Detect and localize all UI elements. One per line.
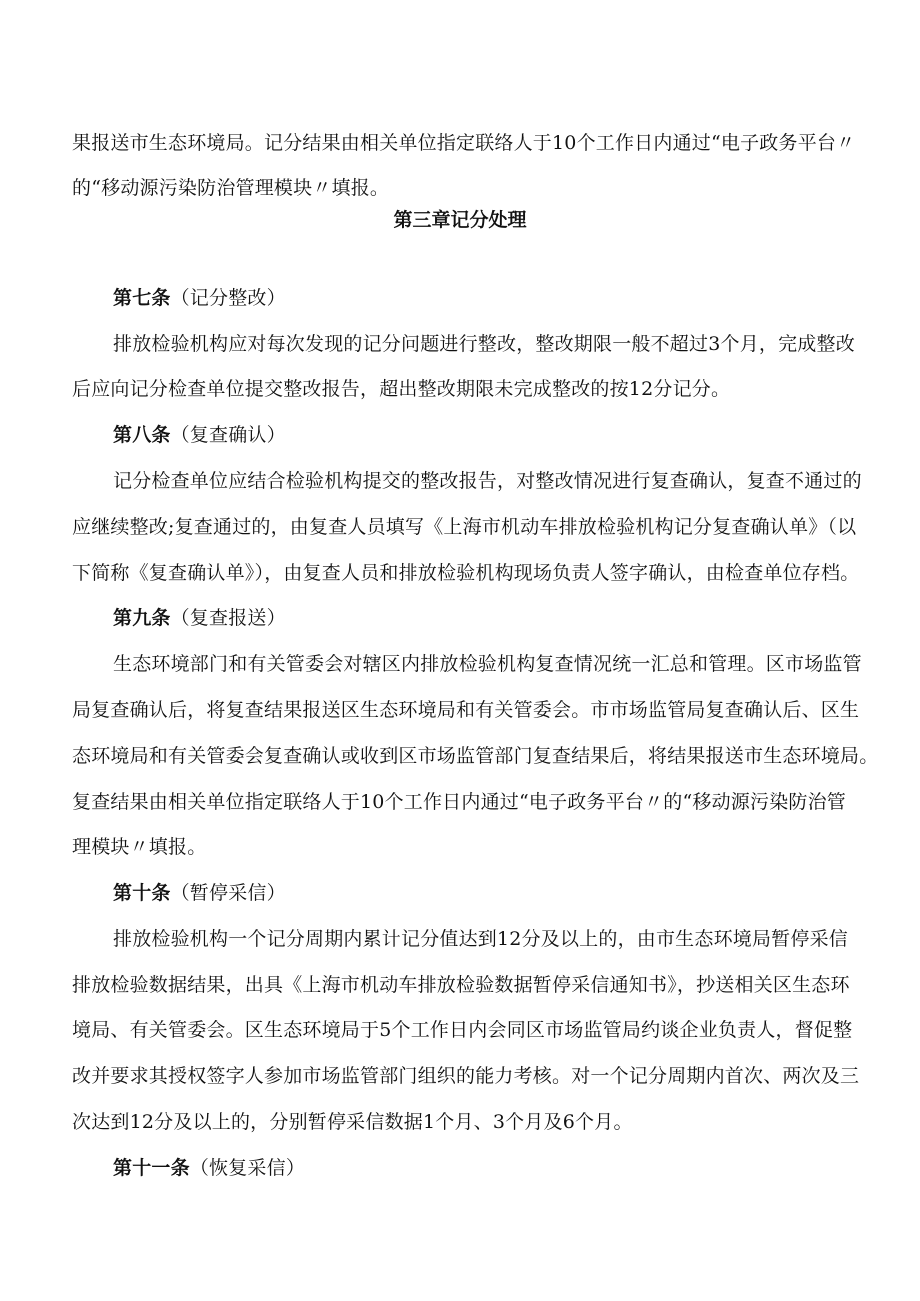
article-11-subtitle: （恢复采信）: [189, 1157, 306, 1179]
article-11-title: 第十一条: [113, 1157, 190, 1179]
article-9-heading: [113, 606, 286, 630]
continuation-line-2: 的“移动源污染防治管理模块〃填报。: [72, 177, 390, 199]
chapter-title: 第三章记分处理: [393, 209, 527, 231]
article-8-subtitle: （复查确认）: [170, 424, 286, 446]
article-9-line-2: 局复查确认后，将复查结果报送区生态环境局和有关管委会。市市场监管局复查确认后、区生: [72, 699, 860, 721]
article-9-line-1: 生态环境部门和有关管委会对辖区内排放检验机构复查情况统一汇总和管理。区市场监管: [113, 653, 862, 675]
article-7-line-2: 后应向记分检查单位提交整改报告，超出整改期限未完成整改的按12分记分。: [72, 378, 731, 400]
article-7-line-1: 排放检验机构应对每次发现的记分问题进行整改，整改期限一般不超过3个月，完成整改: [113, 333, 855, 355]
article-10-line-5: 次达到12分及以上的，分别暂停采信数据1个月、3个月及6个月。: [72, 1111, 633, 1133]
article-8-heading: [113, 423, 286, 447]
article-10-line-3: 境局、有关管委会。区生态环境局于5个工作日内会同区市场监管局约谈企业负责人，督促整: [72, 1019, 853, 1041]
article-10-heading: [113, 881, 286, 905]
article-9-subtitle: （复查报送）: [170, 607, 286, 629]
article-11-heading: [113, 1156, 305, 1180]
article-9-line-3: 态环境局和有关管委会复查确认或收到区市场监管部门复查结果后，将结果报送市生态环境局。: [72, 745, 879, 767]
article-10-line-4: 改并要求其授权签字人参加市场监管部门组织的能力考核。对一个记分周期内首次、两次及三: [72, 1065, 860, 1087]
article-7-heading: [113, 286, 286, 310]
article-9-line-4: 复查结果由相关单位指定联络人于10个工作日内通过“电子政务平台〃的“移动源污染防治管: [72, 791, 847, 813]
article-7-title: 第七条: [113, 287, 171, 309]
article-10-subtitle: （暂停采信）: [170, 882, 286, 904]
article-10-title: 第十条: [113, 882, 171, 904]
article-8-line-2: 应继续整改;复查通过的，由复查人员填写《上海市机动车排放检验机构记分复查确认单》（以: [72, 516, 857, 538]
article-10-line-1: 排放检验机构一个记分周期内累计记分值达到12分及以上的，由市生态环境局暂停采信: [113, 928, 848, 950]
article-9-line-5: 理模块〃填报。: [72, 836, 207, 858]
continuation-line-1: 果报送市生态环境局。记分结果由相关单位指定联络人于10个工作日内通过“电子政务平台〃: [72, 132, 856, 154]
article-9-title: 第九条: [113, 607, 171, 629]
article-7-subtitle: （记分整改）: [170, 287, 286, 309]
article-8-line-3: 下简称《复查确认单》），由复查人员和排放检验机构现场负责人签字确认，由检查单位存档。: [72, 562, 860, 584]
article-10-line-2: 排放检验数据结果，出具《上海市机动车排放检验数据暂停采信通知书》，抄送相关区生态环: [72, 974, 850, 996]
article-8-title: 第八条: [113, 424, 171, 446]
article-8-line-1: 记分检查单位应结合检验机构提交的整改报告，对整改情况进行复查确认，复查不通过的: [113, 470, 862, 492]
